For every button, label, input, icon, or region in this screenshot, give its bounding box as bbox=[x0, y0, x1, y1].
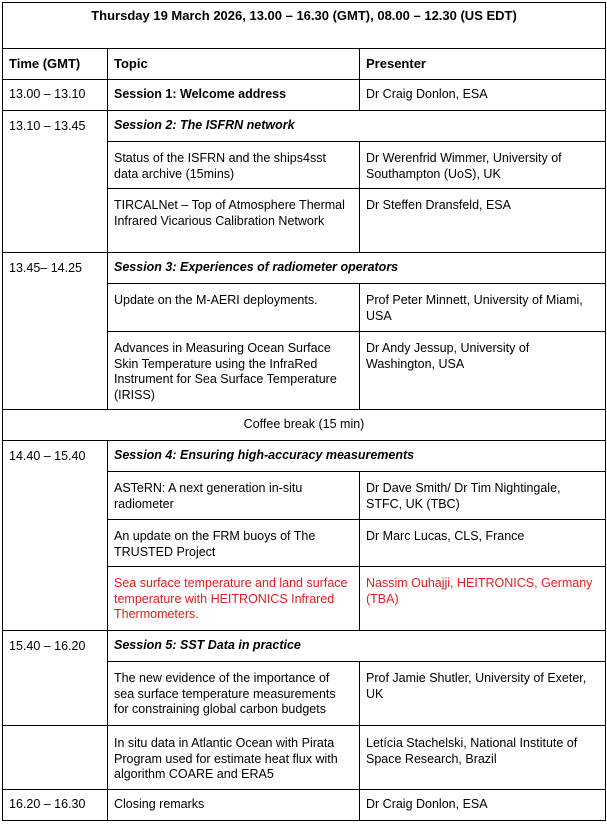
topic-cell: Status of the ISFRN and the ships4sst data archive (15mins) bbox=[108, 142, 360, 189]
session-1-presenter: Dr Craig Donlon, ESA bbox=[360, 80, 606, 111]
table-row bbox=[3, 472, 606, 520]
page-title: Thursday 19 March 2026, 13.00 – 16.30 (GMT), 08.00 – 12.30 (US EDT) bbox=[3, 3, 606, 49]
session-2-row bbox=[3, 111, 606, 142]
col-header-topic: Topic bbox=[108, 49, 360, 80]
table-row bbox=[3, 567, 606, 631]
session-4-row bbox=[3, 441, 606, 472]
session-5-row bbox=[3, 631, 606, 662]
presenter-cell: Dr Steffen Dransfeld, ESA bbox=[360, 189, 606, 253]
session-3-time: 13.45– 14.25 bbox=[3, 253, 108, 284]
topic-cell: In situ data in Atlantic Ocean with Pirata Program used for estimate heat flux with algorithm COARE and ERA5 bbox=[108, 726, 360, 790]
table-row bbox=[3, 189, 606, 253]
session-4-time: 14.40 – 15.40 bbox=[3, 441, 108, 472]
session-4-title: Session 4: Ensuring high-accuracy measurements bbox=[108, 441, 606, 472]
session-2-title: Session 2: The ISFRN network bbox=[108, 111, 606, 142]
presenter-cell: Letícia Stachelski, National Institute of Space Research, Brazil bbox=[360, 726, 606, 790]
col-header-presenter: Presenter bbox=[360, 49, 606, 80]
session-2-time: 13.10 – 13.45 bbox=[3, 111, 108, 142]
session-3-row bbox=[3, 253, 606, 284]
closing-topic: Closing remarks bbox=[108, 789, 360, 820]
col-header-time: Time (GMT) bbox=[3, 49, 108, 80]
presenter-cell: Dr Marc Lucas, CLS, France bbox=[360, 520, 606, 567]
table-row bbox=[3, 662, 606, 726]
table-row bbox=[3, 332, 606, 410]
table-row bbox=[3, 520, 606, 567]
topic-cell: TIRCALNet – Top of Atmosphere Thermal Infrared Vicarious Calibration Network bbox=[108, 189, 360, 253]
session-5-time: 15.40 – 16.20 bbox=[3, 631, 108, 662]
session-1-time: 13.00 – 13.10 bbox=[3, 80, 108, 111]
session-5-title: Session 5: SST Data in practice bbox=[108, 631, 606, 662]
closing-row bbox=[3, 789, 606, 820]
column-header-row bbox=[3, 49, 606, 80]
table-row bbox=[3, 142, 606, 189]
closing-time: 16.20 – 16.30 bbox=[3, 789, 108, 820]
presenter-cell-highlight: Nassim Ouhajji, HEITRONICS, Germany (TBA) bbox=[360, 567, 606, 631]
topic-cell: The new evidence of the importance of sea surface temperature measurements for constraining global carbon budgets bbox=[108, 662, 360, 726]
topic-cell: Advances in Measuring Ocean Surface Skin Temperature using the InfraRed Instrument for Sea Surface Temperature (IRISS) bbox=[108, 332, 360, 410]
coffee-break-row bbox=[3, 410, 606, 441]
presenter-cell: Prof Jamie Shutler, University of Exeter, UK bbox=[360, 662, 606, 726]
session-1-row bbox=[3, 80, 606, 111]
presenter-cell: Dr Andy Jessup, University of Washington, USA bbox=[360, 332, 606, 410]
closing-presenter: Dr Craig Donlon, ESA bbox=[360, 789, 606, 820]
presenter-cell: Prof Peter Minnett, University of Miami, USA bbox=[360, 284, 606, 332]
table-row bbox=[3, 726, 606, 790]
session-3-title: Session 3: Experiences of radiometer operators bbox=[108, 253, 606, 284]
coffee-break-label: Coffee break (15 min) bbox=[3, 410, 606, 441]
table-row bbox=[3, 284, 606, 332]
topic-cell-highlight: Sea surface temperature and land surface temperature with HEITRONICS Infrared Thermometers. bbox=[108, 567, 360, 631]
session-1-title: Session 1: Welcome address bbox=[108, 80, 360, 111]
presenter-cell: Dr Dave Smith/ Dr Tim Nightingale, STFC, UK (TBC) bbox=[360, 472, 606, 520]
presenter-cell: Dr Werenfrid Wimmer, University of Southampton (UoS), UK bbox=[360, 142, 606, 189]
topic-cell: An update on the FRM buoys of The TRUSTED Project bbox=[108, 520, 360, 567]
agenda-table bbox=[2, 2, 606, 821]
topic-cell: Update on the M-AERI deployments. bbox=[108, 284, 360, 332]
banner-row bbox=[3, 3, 606, 49]
topic-cell: ASTeRN: A next generation in-situ radiometer bbox=[108, 472, 360, 520]
